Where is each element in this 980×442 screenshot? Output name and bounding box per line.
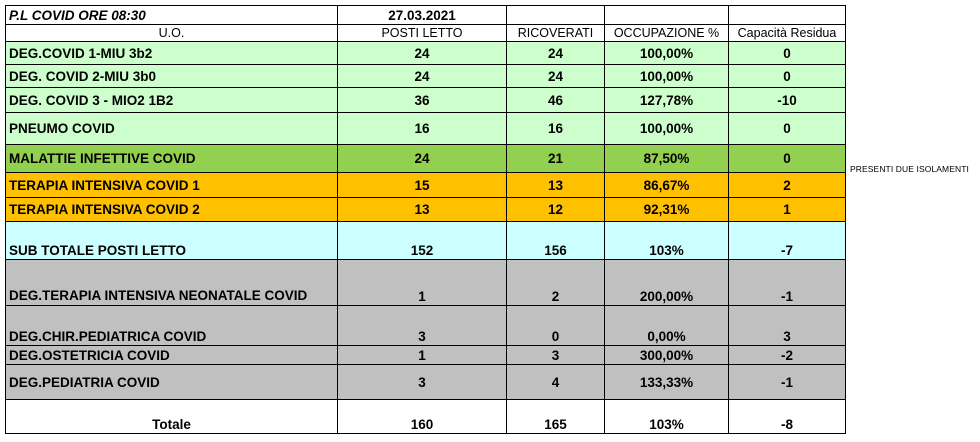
occupazione-value: 0,00% bbox=[605, 306, 729, 346]
posti-letto-value: 3 bbox=[338, 365, 507, 400]
unit-name: PNEUMO COVID bbox=[6, 113, 338, 145]
table-row bbox=[6, 42, 846, 65]
posti-letto-value: 152 bbox=[338, 222, 507, 260]
ricoverati-value: 24 bbox=[507, 65, 605, 88]
header-posti-letto: POSTI LETTO bbox=[338, 25, 507, 42]
ricoverati-value: 2 bbox=[507, 260, 605, 306]
header-capacita: Capacità Residua bbox=[729, 25, 846, 42]
table-row bbox=[6, 198, 846, 222]
unit-name: DEG.TERAPIA INTENSIVA NEONATALE COVID bbox=[6, 260, 338, 306]
occupazione-value: 100,00% bbox=[605, 42, 729, 65]
occupazione-value: 127,78% bbox=[605, 88, 729, 113]
ricoverati-value: 16 bbox=[507, 113, 605, 145]
title-row bbox=[6, 6, 846, 25]
report-title: P.L COVID ORE 08:30 bbox=[6, 6, 338, 25]
header-ricoverati: RICOVERATI bbox=[507, 25, 605, 42]
occupazione-value: 86,67% bbox=[605, 173, 729, 198]
total-ricoverati: 165 bbox=[507, 400, 605, 434]
occupazione-value: 200,00% bbox=[605, 260, 729, 306]
total-row bbox=[6, 400, 846, 434]
table-row bbox=[6, 346, 846, 365]
unit-name: DEG.OSTETRICIA COVID bbox=[6, 346, 338, 365]
posti-letto-value: 24 bbox=[338, 145, 507, 173]
capacita-value: -1 bbox=[729, 365, 846, 400]
posti-letto-value: 24 bbox=[338, 65, 507, 88]
ricoverati-value: 0 bbox=[507, 306, 605, 346]
ricoverati-value: 21 bbox=[507, 145, 605, 173]
ricoverati-value: 24 bbox=[507, 42, 605, 65]
ricoverati-value: 3 bbox=[507, 346, 605, 365]
posti-letto-value: 24 bbox=[338, 42, 507, 65]
posti-letto-value: 16 bbox=[338, 113, 507, 145]
empty-cell bbox=[605, 6, 729, 25]
capacita-value: -1 bbox=[729, 260, 846, 306]
unit-name: TERAPIA INTENSIVA COVID 2 bbox=[6, 198, 338, 222]
capacita-value: 0 bbox=[729, 42, 846, 65]
unit-name: DEG.CHIR.PEDIATRICA COVID bbox=[6, 306, 338, 346]
table-row bbox=[6, 65, 846, 88]
table-row bbox=[6, 365, 846, 400]
posti-letto-value: 3 bbox=[338, 306, 507, 346]
ricoverati-value: 46 bbox=[507, 88, 605, 113]
covid-beds-table bbox=[5, 5, 846, 434]
ricoverati-value: 12 bbox=[507, 198, 605, 222]
capacita-value: -10 bbox=[729, 88, 846, 113]
header-row bbox=[6, 25, 846, 42]
table-row bbox=[6, 88, 846, 113]
table-row bbox=[6, 260, 846, 306]
posti-letto-value: 1 bbox=[338, 260, 507, 306]
ricoverati-value: 4 bbox=[507, 365, 605, 400]
capacita-value: 3 bbox=[729, 306, 846, 346]
header-uo: U.O. bbox=[6, 25, 338, 42]
ricoverati-value: 156 bbox=[507, 222, 605, 260]
unit-name: DEG.COVID 1-MIU 3b2 bbox=[6, 42, 338, 65]
occupazione-value: 133,33% bbox=[605, 365, 729, 400]
posti-letto-value: 1 bbox=[338, 346, 507, 365]
ricoverati-value: 13 bbox=[507, 173, 605, 198]
capacita-value: 0 bbox=[729, 145, 846, 173]
report-date: 27.03.2021 bbox=[338, 6, 507, 25]
empty-cell bbox=[729, 6, 846, 25]
occupazione-value: 100,00% bbox=[605, 65, 729, 88]
occupazione-value: 92,31% bbox=[605, 198, 729, 222]
total-label: Totale bbox=[6, 400, 338, 434]
table-row bbox=[6, 113, 846, 145]
posti-letto-value: 36 bbox=[338, 88, 507, 113]
subtotal-row bbox=[6, 222, 846, 260]
unit-name: DEG.PEDIATRIA COVID bbox=[6, 365, 338, 400]
table-row bbox=[6, 173, 846, 198]
side-note: PRESENTI DUE ISOLAMENTI bbox=[850, 164, 969, 174]
posti-letto-value: 15 bbox=[338, 173, 507, 198]
occupazione-value: 87,50% bbox=[605, 145, 729, 173]
occupazione-value: 100,00% bbox=[605, 113, 729, 145]
unit-name: TERAPIA INTENSIVA COVID 1 bbox=[6, 173, 338, 198]
unit-name: MALATTIE INFETTIVE COVID bbox=[6, 145, 338, 173]
occupazione-value: 103% bbox=[605, 222, 729, 260]
unit-name: DEG. COVID 2-MIU 3b0 bbox=[6, 65, 338, 88]
posti-letto-value: 13 bbox=[338, 198, 507, 222]
capacita-value: 2 bbox=[729, 173, 846, 198]
total-occupazione: 103% bbox=[605, 400, 729, 434]
capacita-value: 1 bbox=[729, 198, 846, 222]
table-row bbox=[6, 145, 846, 173]
capacita-value: -7 bbox=[729, 222, 846, 260]
unit-name: SUB TOTALE POSTI LETTO bbox=[6, 222, 338, 260]
header-occupazione: OCCUPAZIONE % bbox=[605, 25, 729, 42]
table-row bbox=[6, 306, 846, 346]
total-posti-letto: 160 bbox=[338, 400, 507, 434]
unit-name: DEG. COVID 3 - MIO2 1B2 bbox=[6, 88, 338, 113]
empty-cell bbox=[507, 6, 605, 25]
occupazione-value: 300,00% bbox=[605, 346, 729, 365]
capacita-value: 0 bbox=[729, 113, 846, 145]
capacita-value: 0 bbox=[729, 65, 846, 88]
total-capacita: -8 bbox=[729, 400, 846, 434]
capacita-value: -2 bbox=[729, 346, 846, 365]
